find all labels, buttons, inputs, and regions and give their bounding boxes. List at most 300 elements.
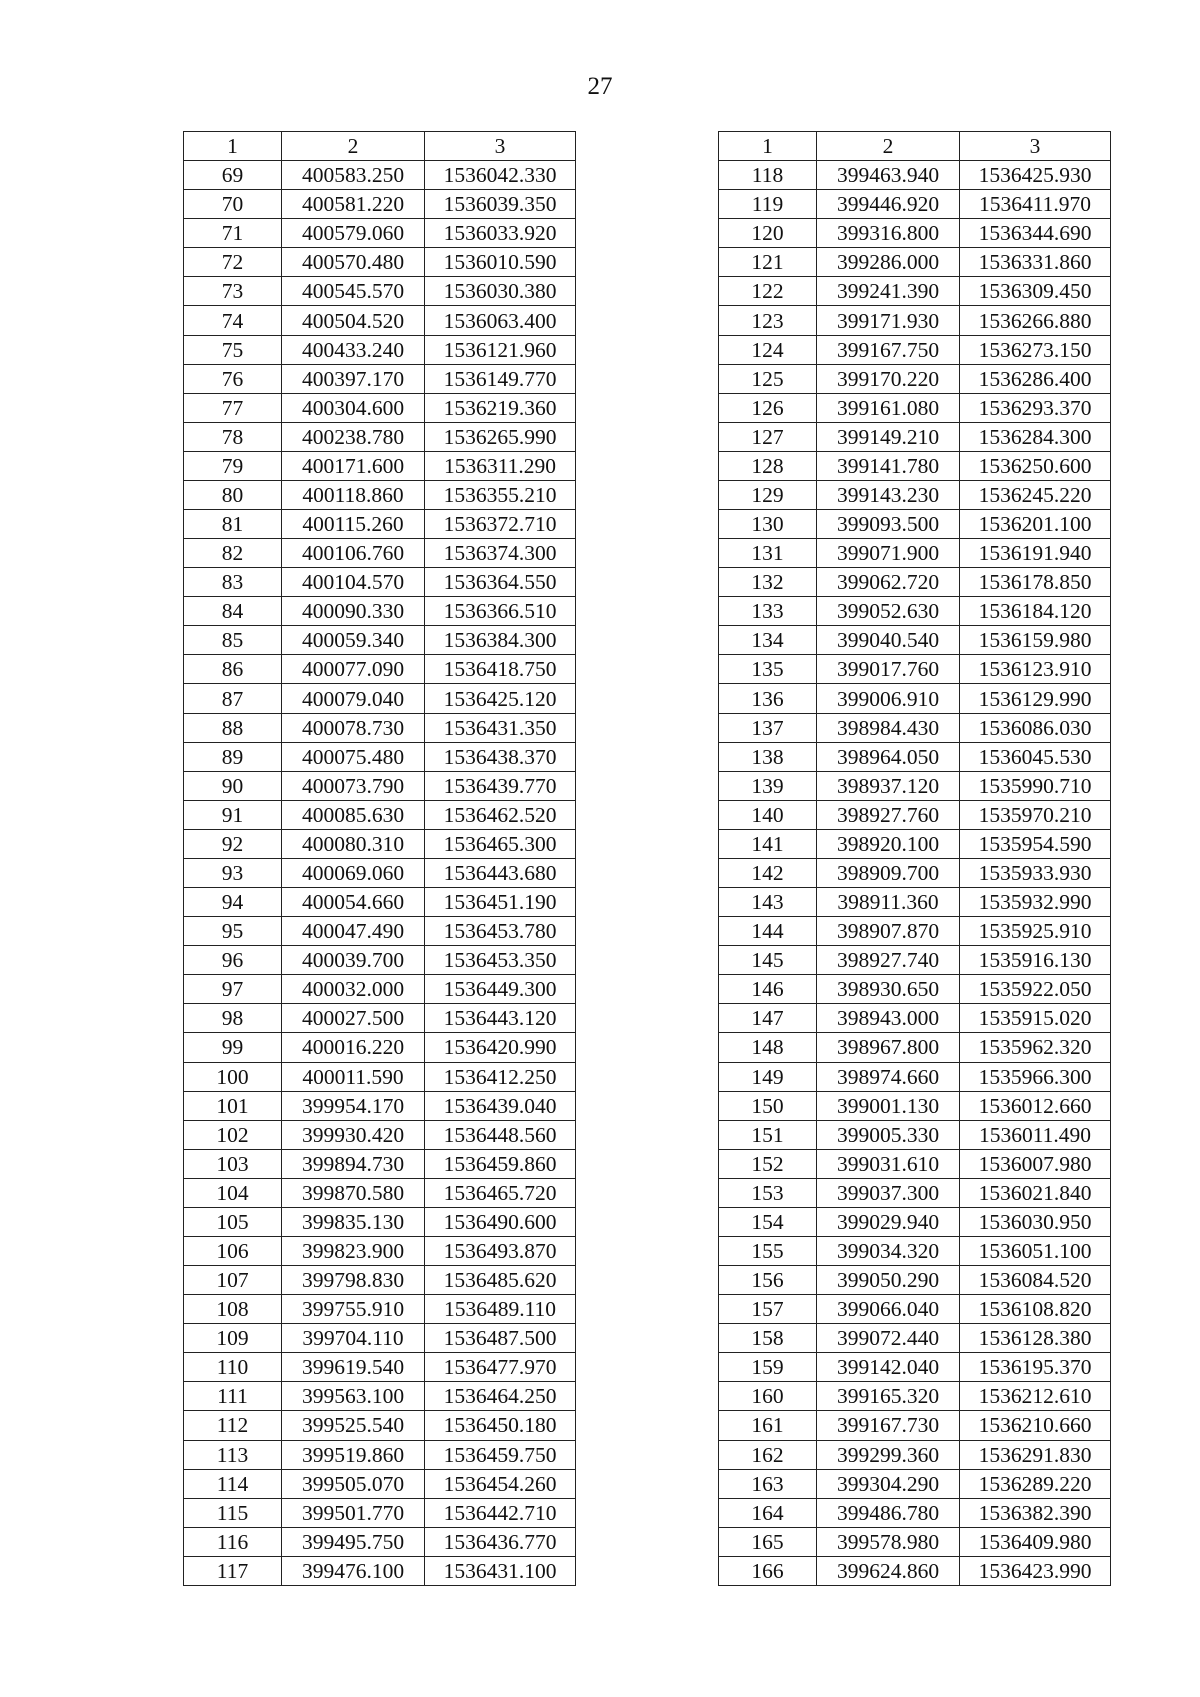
- point-number-cell: 107: [184, 1266, 282, 1295]
- x-coordinate-cell: 400581.220: [282, 190, 425, 219]
- point-number-cell: 105: [184, 1207, 282, 1236]
- x-coordinate-cell: 399029.940: [817, 1207, 960, 1236]
- x-coordinate-cell: 398920.100: [817, 829, 960, 858]
- table-row: [184, 1091, 576, 1120]
- point-number-cell: 86: [184, 655, 282, 684]
- y-coordinate-cell: 1535915.020: [960, 1004, 1111, 1033]
- point-number-cell: 128: [719, 451, 817, 480]
- point-number-cell: 150: [719, 1091, 817, 1120]
- point-number-cell: 120: [719, 219, 817, 248]
- table-row: [719, 1556, 1111, 1585]
- y-coordinate-cell: 1536431.100: [425, 1556, 576, 1585]
- x-coordinate-cell: 400579.060: [282, 219, 425, 248]
- point-number-cell: 109: [184, 1324, 282, 1353]
- point-number-cell: 79: [184, 451, 282, 480]
- y-coordinate-cell: 1536184.120: [960, 597, 1111, 626]
- x-coordinate-cell: 400039.700: [282, 946, 425, 975]
- y-coordinate-cell: 1536250.600: [960, 451, 1111, 480]
- point-number-cell: 147: [719, 1004, 817, 1033]
- x-coordinate-cell: 398984.430: [817, 713, 960, 742]
- point-number-cell: 102: [184, 1120, 282, 1149]
- x-coordinate-cell: 399034.320: [817, 1236, 960, 1265]
- table-row: [184, 888, 576, 917]
- point-number-cell: 98: [184, 1004, 282, 1033]
- y-coordinate-cell: 1536129.990: [960, 684, 1111, 713]
- point-number-cell: 159: [719, 1353, 817, 1382]
- point-number-cell: 145: [719, 946, 817, 975]
- point-number-cell: 135: [719, 655, 817, 684]
- point-number-cell: 157: [719, 1295, 817, 1324]
- x-coordinate-cell: 399930.420: [282, 1120, 425, 1149]
- table-row: [184, 858, 576, 887]
- table-row: [719, 1440, 1111, 1469]
- x-coordinate-cell: 399149.210: [817, 422, 960, 451]
- table-row: [184, 1498, 576, 1527]
- point-number-cell: 115: [184, 1498, 282, 1527]
- y-coordinate-cell: 1536462.520: [425, 800, 576, 829]
- point-number-cell: 152: [719, 1149, 817, 1178]
- y-coordinate-cell: 1536442.710: [425, 1498, 576, 1527]
- x-coordinate-cell: 399072.440: [817, 1324, 960, 1353]
- point-number-cell: 151: [719, 1120, 817, 1149]
- y-coordinate-cell: 1536439.040: [425, 1091, 576, 1120]
- point-number-cell: 125: [719, 364, 817, 393]
- x-coordinate-cell: 398907.870: [817, 917, 960, 946]
- x-coordinate-cell: 400047.490: [282, 917, 425, 946]
- point-number-cell: 92: [184, 829, 282, 858]
- y-coordinate-cell: 1536372.710: [425, 510, 576, 539]
- y-coordinate-cell: 1536178.850: [960, 568, 1111, 597]
- x-coordinate-cell: 399619.540: [282, 1353, 425, 1382]
- table-row: [184, 771, 576, 800]
- y-coordinate-cell: 1536423.990: [960, 1556, 1111, 1585]
- table-row: [184, 1062, 576, 1091]
- point-number-cell: 104: [184, 1178, 282, 1207]
- point-number-cell: 130: [719, 510, 817, 539]
- table-row: [184, 1556, 576, 1585]
- x-coordinate-cell: 400032.000: [282, 975, 425, 1004]
- y-coordinate-cell: 1536266.880: [960, 306, 1111, 335]
- x-coordinate-cell: 399486.780: [817, 1498, 960, 1527]
- table-row: [719, 1149, 1111, 1178]
- table-row: [719, 451, 1111, 480]
- point-number-cell: 163: [719, 1469, 817, 1498]
- point-number-cell: 80: [184, 480, 282, 509]
- x-coordinate-cell: 400504.520: [282, 306, 425, 335]
- x-coordinate-cell: 399304.290: [817, 1469, 960, 1498]
- x-coordinate-cell: 399624.860: [817, 1556, 960, 1585]
- point-number-cell: 119: [719, 190, 817, 219]
- x-coordinate-cell: 400027.500: [282, 1004, 425, 1033]
- table-row: [719, 1353, 1111, 1382]
- point-number-cell: 95: [184, 917, 282, 946]
- table-row: [719, 888, 1111, 917]
- x-coordinate-cell: 400011.590: [282, 1062, 425, 1091]
- table-row: [719, 277, 1111, 306]
- y-coordinate-cell: 1536108.820: [960, 1295, 1111, 1324]
- point-number-cell: 149: [719, 1062, 817, 1091]
- x-coordinate-cell: 400238.780: [282, 422, 425, 451]
- y-coordinate-cell: 1536033.920: [425, 219, 576, 248]
- table-row: [184, 1236, 576, 1265]
- x-coordinate-cell: 399463.940: [817, 161, 960, 190]
- point-number-cell: 126: [719, 393, 817, 422]
- y-coordinate-cell: 1536010.590: [425, 248, 576, 277]
- x-coordinate-cell: 399519.860: [282, 1440, 425, 1469]
- x-coordinate-cell: 399040.540: [817, 626, 960, 655]
- point-number-cell: 74: [184, 306, 282, 335]
- coordinates-table-right: [718, 131, 1111, 1586]
- column-header: 2: [282, 132, 425, 161]
- y-coordinate-cell: 1536201.100: [960, 510, 1111, 539]
- x-coordinate-cell: 400078.730: [282, 713, 425, 742]
- point-number-cell: 94: [184, 888, 282, 917]
- column-header: 3: [425, 132, 576, 161]
- point-number-cell: 87: [184, 684, 282, 713]
- x-coordinate-cell: 399005.330: [817, 1120, 960, 1149]
- point-number-cell: 83: [184, 568, 282, 597]
- point-number-cell: 137: [719, 713, 817, 742]
- table-row: [719, 335, 1111, 364]
- point-number-cell: 160: [719, 1382, 817, 1411]
- x-coordinate-cell: 398911.360: [817, 888, 960, 917]
- table-row: [719, 771, 1111, 800]
- table-row: [184, 684, 576, 713]
- point-number-cell: 124: [719, 335, 817, 364]
- x-coordinate-cell: 398943.000: [817, 1004, 960, 1033]
- y-coordinate-cell: 1536086.030: [960, 713, 1111, 742]
- x-coordinate-cell: 399052.630: [817, 597, 960, 626]
- x-coordinate-cell: 399006.910: [817, 684, 960, 713]
- point-number-cell: 132: [719, 568, 817, 597]
- x-coordinate-cell: 399167.750: [817, 335, 960, 364]
- x-coordinate-cell: 400171.600: [282, 451, 425, 480]
- table-row: [719, 306, 1111, 335]
- x-coordinate-cell: 399093.500: [817, 510, 960, 539]
- y-coordinate-cell: 1536384.300: [425, 626, 576, 655]
- x-coordinate-cell: 400079.040: [282, 684, 425, 713]
- point-number-cell: 110: [184, 1353, 282, 1382]
- table-row: [184, 277, 576, 306]
- table-row: [184, 1324, 576, 1353]
- y-coordinate-cell: 1536454.260: [425, 1469, 576, 1498]
- table-row: [719, 219, 1111, 248]
- x-coordinate-cell: 400104.570: [282, 568, 425, 597]
- table-row: [184, 1353, 576, 1382]
- y-coordinate-cell: 1536289.220: [960, 1469, 1111, 1498]
- x-coordinate-cell: 400075.480: [282, 742, 425, 771]
- point-number-cell: 161: [719, 1411, 817, 1440]
- table-row: [184, 1178, 576, 1207]
- y-coordinate-cell: 1536459.750: [425, 1440, 576, 1469]
- point-number-cell: 138: [719, 742, 817, 771]
- y-coordinate-cell: 1536007.980: [960, 1149, 1111, 1178]
- page-number: 27: [587, 73, 613, 100]
- table-row: [184, 742, 576, 771]
- x-coordinate-cell: 400073.790: [282, 771, 425, 800]
- x-coordinate-cell: 400080.310: [282, 829, 425, 858]
- x-coordinate-cell: 400016.220: [282, 1033, 425, 1062]
- x-coordinate-cell: 400069.060: [282, 858, 425, 887]
- table-row: [184, 248, 576, 277]
- y-coordinate-cell: 1536309.450: [960, 277, 1111, 306]
- table-row: [719, 1266, 1111, 1295]
- y-coordinate-cell: 1536477.970: [425, 1353, 576, 1382]
- y-coordinate-cell: 1536219.360: [425, 393, 576, 422]
- point-number-cell: 91: [184, 800, 282, 829]
- y-coordinate-cell: 1536051.100: [960, 1236, 1111, 1265]
- table-row: [184, 597, 576, 626]
- x-coordinate-cell: 398974.660: [817, 1062, 960, 1091]
- table-row: [719, 1178, 1111, 1207]
- point-number-cell: 155: [719, 1236, 817, 1265]
- y-coordinate-cell: 1535922.050: [960, 975, 1111, 1004]
- table-row: [719, 655, 1111, 684]
- y-coordinate-cell: 1536121.960: [425, 335, 576, 364]
- y-coordinate-cell: 1536485.620: [425, 1266, 576, 1295]
- y-coordinate-cell: 1536439.770: [425, 771, 576, 800]
- y-coordinate-cell: 1536265.990: [425, 422, 576, 451]
- x-coordinate-cell: 399495.750: [282, 1527, 425, 1556]
- point-number-cell: 146: [719, 975, 817, 1004]
- table-row: [184, 975, 576, 1004]
- x-coordinate-cell: 399062.720: [817, 568, 960, 597]
- y-coordinate-cell: 1536425.120: [425, 684, 576, 713]
- y-coordinate-cell: 1535933.930: [960, 858, 1111, 887]
- point-number-cell: 111: [184, 1382, 282, 1411]
- x-coordinate-cell: 400397.170: [282, 364, 425, 393]
- x-coordinate-cell: 399704.110: [282, 1324, 425, 1353]
- point-number-cell: 134: [719, 626, 817, 655]
- table-row: [719, 1295, 1111, 1324]
- table-row: [719, 975, 1111, 1004]
- table-header-row: [719, 132, 1111, 161]
- y-coordinate-cell: 1536311.290: [425, 451, 576, 480]
- x-coordinate-cell: 399578.980: [817, 1527, 960, 1556]
- point-number-cell: 153: [719, 1178, 817, 1207]
- table-row: [719, 1062, 1111, 1091]
- y-coordinate-cell: 1535970.210: [960, 800, 1111, 829]
- x-coordinate-cell: 400583.250: [282, 161, 425, 190]
- x-coordinate-cell: 399870.580: [282, 1178, 425, 1207]
- y-coordinate-cell: 1536273.150: [960, 335, 1111, 364]
- table-row: [719, 1120, 1111, 1149]
- x-coordinate-cell: 399286.000: [817, 248, 960, 277]
- x-coordinate-cell: 399501.770: [282, 1498, 425, 1527]
- table-row: [184, 800, 576, 829]
- x-coordinate-cell: 400085.630: [282, 800, 425, 829]
- y-coordinate-cell: 1536489.110: [425, 1295, 576, 1324]
- x-coordinate-cell: 399017.760: [817, 655, 960, 684]
- x-coordinate-cell: 398909.700: [817, 858, 960, 887]
- point-number-cell: 164: [719, 1498, 817, 1527]
- x-coordinate-cell: 399316.800: [817, 219, 960, 248]
- point-number-cell: 139: [719, 771, 817, 800]
- y-coordinate-cell: 1536045.530: [960, 742, 1111, 771]
- x-coordinate-cell: 399171.930: [817, 306, 960, 335]
- table-row: [719, 364, 1111, 393]
- table-row: [184, 306, 576, 335]
- x-coordinate-cell: 399170.220: [817, 364, 960, 393]
- y-coordinate-cell: 1536459.860: [425, 1149, 576, 1178]
- point-number-cell: 72: [184, 248, 282, 277]
- table-row: [719, 248, 1111, 277]
- x-coordinate-cell: 399299.360: [817, 1440, 960, 1469]
- point-number-cell: 99: [184, 1033, 282, 1062]
- point-number-cell: 142: [719, 858, 817, 887]
- table-row: [719, 626, 1111, 655]
- x-coordinate-cell: 398927.740: [817, 946, 960, 975]
- y-coordinate-cell: 1536449.300: [425, 975, 576, 1004]
- x-coordinate-cell: 399143.230: [817, 480, 960, 509]
- table-row: [719, 1004, 1111, 1033]
- table-row: [184, 1295, 576, 1324]
- point-number-cell: 143: [719, 888, 817, 917]
- x-coordinate-cell: 400059.340: [282, 626, 425, 655]
- x-coordinate-cell: 400118.860: [282, 480, 425, 509]
- point-number-cell: 101: [184, 1091, 282, 1120]
- table-row: [184, 1004, 576, 1033]
- point-number-cell: 129: [719, 480, 817, 509]
- y-coordinate-cell: 1536382.390: [960, 1498, 1111, 1527]
- table-row: [719, 1498, 1111, 1527]
- point-number-cell: 112: [184, 1411, 282, 1440]
- y-coordinate-cell: 1536291.830: [960, 1440, 1111, 1469]
- x-coordinate-cell: 400433.240: [282, 335, 425, 364]
- point-number-cell: 123: [719, 306, 817, 335]
- y-coordinate-cell: 1536021.840: [960, 1178, 1111, 1207]
- table-row: [719, 161, 1111, 190]
- y-coordinate-cell: 1536012.660: [960, 1091, 1111, 1120]
- x-coordinate-cell: 400054.660: [282, 888, 425, 917]
- table-row: [184, 829, 576, 858]
- y-coordinate-cell: 1536418.750: [425, 655, 576, 684]
- table-row: [184, 917, 576, 946]
- y-coordinate-cell: 1536438.370: [425, 742, 576, 771]
- y-coordinate-cell: 1536436.770: [425, 1527, 576, 1556]
- table-row: [719, 1091, 1111, 1120]
- table-row: [719, 946, 1111, 975]
- table-row: [719, 1207, 1111, 1236]
- point-number-cell: 140: [719, 800, 817, 829]
- y-coordinate-cell: 1536411.970: [960, 190, 1111, 219]
- table-row: [719, 742, 1111, 771]
- table-row: [719, 568, 1111, 597]
- table-row: [184, 1149, 576, 1178]
- point-number-cell: 82: [184, 539, 282, 568]
- y-coordinate-cell: 1535954.590: [960, 829, 1111, 858]
- point-number-cell: 116: [184, 1527, 282, 1556]
- y-coordinate-cell: 1536011.490: [960, 1120, 1111, 1149]
- point-number-cell: 70: [184, 190, 282, 219]
- y-coordinate-cell: 1536039.350: [425, 190, 576, 219]
- point-number-cell: 88: [184, 713, 282, 742]
- point-number-cell: 96: [184, 946, 282, 975]
- y-coordinate-cell: 1536030.950: [960, 1207, 1111, 1236]
- y-coordinate-cell: 1536493.870: [425, 1236, 576, 1265]
- y-coordinate-cell: 1536366.510: [425, 597, 576, 626]
- y-coordinate-cell: 1536159.980: [960, 626, 1111, 655]
- point-number-cell: 103: [184, 1149, 282, 1178]
- point-number-cell: 156: [719, 1266, 817, 1295]
- y-coordinate-cell: 1536409.980: [960, 1527, 1111, 1556]
- x-coordinate-cell: 399161.080: [817, 393, 960, 422]
- x-coordinate-cell: 399505.070: [282, 1469, 425, 1498]
- point-number-cell: 127: [719, 422, 817, 451]
- x-coordinate-cell: 399167.730: [817, 1411, 960, 1440]
- y-coordinate-cell: 1536344.690: [960, 219, 1111, 248]
- table-row: [184, 1411, 576, 1440]
- point-number-cell: 165: [719, 1527, 817, 1556]
- point-number-cell: 71: [184, 219, 282, 248]
- y-coordinate-cell: 1536355.210: [425, 480, 576, 509]
- point-number-cell: 122: [719, 277, 817, 306]
- point-number-cell: 85: [184, 626, 282, 655]
- x-coordinate-cell: 399066.040: [817, 1295, 960, 1324]
- x-coordinate-cell: 399894.730: [282, 1149, 425, 1178]
- x-coordinate-cell: 400115.260: [282, 510, 425, 539]
- x-coordinate-cell: 398967.800: [817, 1033, 960, 1062]
- table-row: [719, 1469, 1111, 1498]
- point-number-cell: 97: [184, 975, 282, 1004]
- table-row: [719, 858, 1111, 887]
- point-number-cell: 106: [184, 1236, 282, 1265]
- point-number-cell: 89: [184, 742, 282, 771]
- point-number-cell: 73: [184, 277, 282, 306]
- coordinates-table-left: [183, 131, 576, 1586]
- y-coordinate-cell: 1536245.220: [960, 480, 1111, 509]
- point-number-cell: 76: [184, 364, 282, 393]
- table-header-row: [184, 132, 576, 161]
- x-coordinate-cell: 399476.100: [282, 1556, 425, 1585]
- table-row: [719, 684, 1111, 713]
- x-coordinate-cell: 399798.830: [282, 1266, 425, 1295]
- x-coordinate-cell: 399755.910: [282, 1295, 425, 1324]
- table-row: [184, 1382, 576, 1411]
- y-coordinate-cell: 1536420.990: [425, 1033, 576, 1062]
- table-row: [184, 335, 576, 364]
- y-coordinate-cell: 1536293.370: [960, 393, 1111, 422]
- y-coordinate-cell: 1536443.680: [425, 858, 576, 887]
- point-number-cell: 100: [184, 1062, 282, 1091]
- y-coordinate-cell: 1536425.930: [960, 161, 1111, 190]
- table-row: [184, 190, 576, 219]
- y-coordinate-cell: 1536465.720: [425, 1178, 576, 1207]
- y-coordinate-cell: 1536431.350: [425, 713, 576, 742]
- y-coordinate-cell: 1535990.710: [960, 771, 1111, 800]
- y-coordinate-cell: 1536443.120: [425, 1004, 576, 1033]
- y-coordinate-cell: 1536450.180: [425, 1411, 576, 1440]
- y-coordinate-cell: 1536191.940: [960, 539, 1111, 568]
- y-coordinate-cell: 1536412.250: [425, 1062, 576, 1091]
- x-coordinate-cell: 400570.480: [282, 248, 425, 277]
- x-coordinate-cell: 399142.040: [817, 1353, 960, 1382]
- table-row: [719, 597, 1111, 626]
- table-row: [184, 422, 576, 451]
- y-coordinate-cell: 1535932.990: [960, 888, 1111, 917]
- table-row: [184, 713, 576, 742]
- y-coordinate-cell: 1536284.300: [960, 422, 1111, 451]
- point-number-cell: 133: [719, 597, 817, 626]
- y-coordinate-cell: 1536195.370: [960, 1353, 1111, 1382]
- point-number-cell: 93: [184, 858, 282, 887]
- point-number-cell: 84: [184, 597, 282, 626]
- point-number-cell: 121: [719, 248, 817, 277]
- y-coordinate-cell: 1535925.910: [960, 917, 1111, 946]
- table-row: [719, 1382, 1111, 1411]
- column-header: 1: [184, 132, 282, 161]
- x-coordinate-cell: 399525.540: [282, 1411, 425, 1440]
